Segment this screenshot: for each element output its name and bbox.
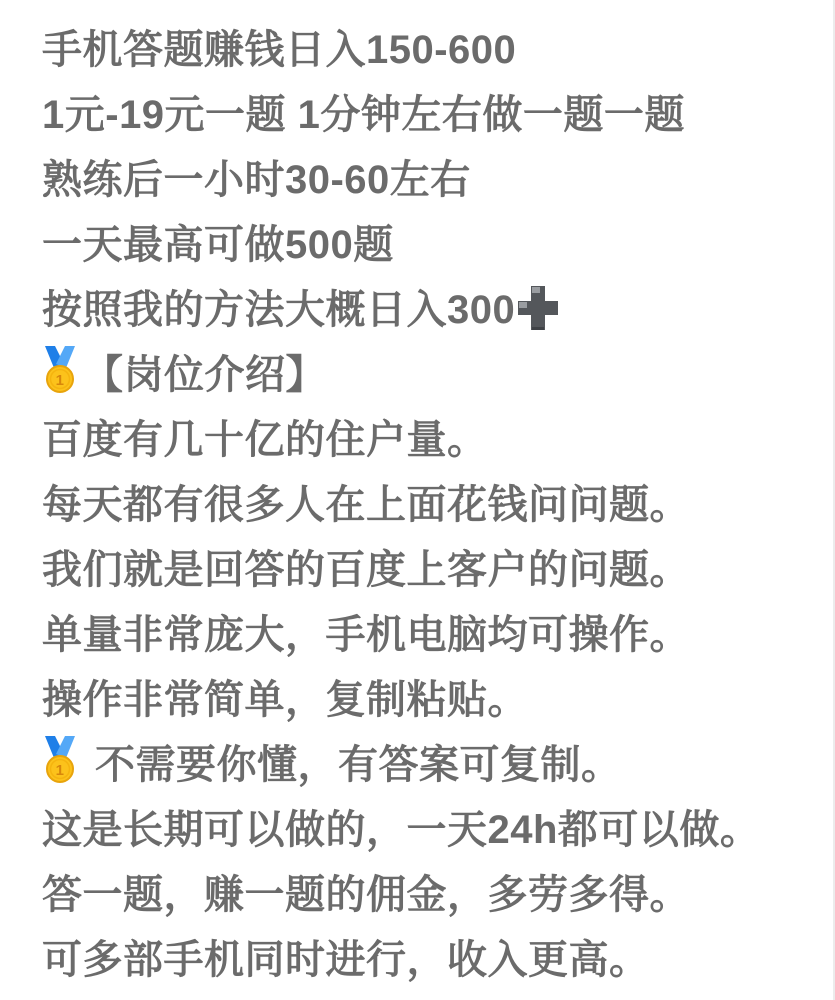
line-text: 操作非常简单，复制粘贴。 — [42, 678, 528, 722]
line-text: 一天最高可做500题 — [42, 223, 394, 267]
line-text: 按照我的方法大概日入300 — [42, 288, 516, 332]
line-text: 【岗位介绍】 — [83, 353, 326, 397]
line-text: 手机答题赚钱日入150-600 — [42, 28, 517, 72]
text-line — [42, 404, 829, 469]
medal-rank-label: 1 — [55, 372, 65, 389]
first-place-medal-icon — [42, 736, 78, 783]
text-line — [42, 534, 829, 599]
text-line — [42, 794, 829, 859]
text-line — [42, 664, 829, 729]
line-text: 答一题，赚一题的佣金，多劳多得。 — [42, 873, 690, 917]
text-line — [42, 469, 829, 534]
text-line — [42, 79, 829, 144]
line-text: 可多部手机同时进行，收入更高。 — [42, 938, 650, 982]
text-line — [42, 859, 829, 924]
line-text: 单量非常庞大，手机电脑均可操作。 — [42, 613, 690, 657]
line-text: 1元-19元一题 1分钟左右做一题一题 — [42, 93, 685, 137]
text-line — [42, 599, 829, 664]
text-line — [42, 339, 829, 404]
first-place-medal-icon — [42, 346, 78, 393]
heavy-plus-icon — [518, 285, 558, 331]
text-line — [42, 209, 829, 274]
text-line — [42, 144, 829, 209]
line-text: 百度有几十亿的住户量。 — [42, 418, 488, 462]
line-text: 我们就是回答的百度上客户的问题。 — [42, 548, 690, 592]
line-text: 每天都有很多人在上面花钱问问题。 — [42, 483, 690, 527]
text-line — [42, 729, 829, 794]
line-text: 熟练后一小时30-60左右 — [42, 158, 471, 202]
text-line — [42, 274, 829, 339]
text-line — [42, 924, 829, 989]
medal-rank-label: 1 — [55, 762, 65, 779]
text-line — [42, 14, 829, 79]
line-text: 这是长期可以做的，一天24h都可以做。 — [42, 808, 761, 852]
content-block — [42, 14, 829, 989]
line-text: 不需要你懂，有答案可复制。 — [95, 743, 622, 787]
